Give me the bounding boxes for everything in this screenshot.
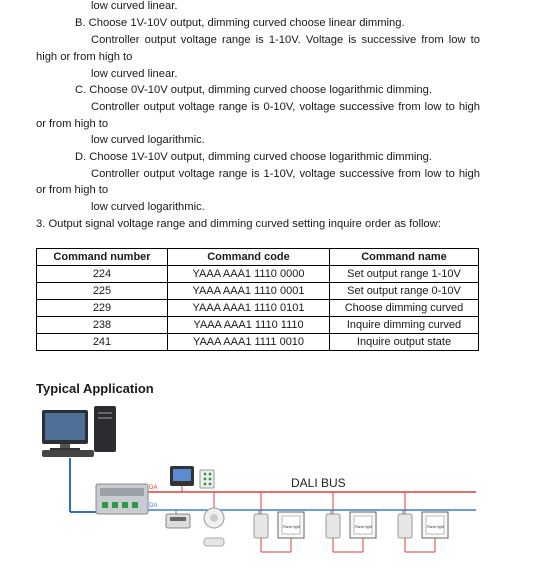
text-line: low curved logarithmic. bbox=[91, 201, 205, 213]
panel-light-group-3 bbox=[398, 492, 448, 552]
panel-light-label: Panel light bbox=[355, 525, 372, 529]
table-cell: Set output range 1-10V bbox=[330, 266, 479, 283]
dimmer-module-icon bbox=[166, 510, 190, 528]
text-line: Controller output voltage range is 1-10V, voltage successive from low to high bbox=[91, 168, 480, 180]
command-table bbox=[36, 248, 479, 351]
column-header: Command code bbox=[168, 249, 330, 266]
text-line: or from high to bbox=[36, 184, 109, 196]
table-cell: 238 bbox=[37, 317, 168, 334]
table-row bbox=[37, 283, 479, 300]
table-cell: YAAA AAA1 1110 0000 bbox=[168, 266, 330, 283]
bus-label: DALI BUS bbox=[291, 476, 346, 490]
panel-light-label: Panel light bbox=[427, 525, 444, 529]
table-row bbox=[37, 317, 479, 334]
table-row bbox=[37, 266, 479, 283]
table-cell: 224 bbox=[37, 266, 168, 283]
text-line: low curved linear. bbox=[91, 68, 178, 80]
table-cell: Choose dimming curved bbox=[330, 300, 479, 317]
table-cell: YAAA AAA1 1110 0101 bbox=[168, 300, 330, 317]
da-label-bottom: DA bbox=[149, 503, 158, 509]
table-cell: YAAA AAA1 1111 0010 bbox=[168, 334, 330, 351]
table-cell: 225 bbox=[37, 283, 168, 300]
table-cell: 229 bbox=[37, 300, 168, 317]
text-line: Controller output voltage range is 0-10V, voltage successive from low to high bbox=[91, 101, 480, 113]
panel-light-label: Panel light bbox=[283, 525, 300, 529]
text-line: C. Choose 0V-10V output, dimming curved choose logarithmic dimming. bbox=[75, 84, 432, 96]
text-line: low curved linear. bbox=[91, 0, 178, 12]
text-line: high or from high to bbox=[36, 51, 133, 63]
table-cell: YAAA AAA1 1110 1110 bbox=[168, 317, 330, 334]
sensor-icon bbox=[204, 492, 224, 546]
table-cell: YAAA AAA1 1110 0001 bbox=[168, 283, 330, 300]
application-diagram bbox=[36, 402, 496, 570]
text-line: 3. Output signal voltage range and dimming curved setting inquire order as follow: bbox=[36, 218, 441, 230]
table-row bbox=[37, 334, 479, 351]
dali-controller-icon bbox=[96, 484, 148, 514]
da-label-top: DA bbox=[149, 485, 158, 491]
panel-light-group-2 bbox=[326, 492, 376, 552]
table-cell: Set output range 0-10V bbox=[330, 283, 479, 300]
keypad-icon bbox=[200, 470, 214, 488]
table-row bbox=[37, 300, 479, 317]
table-cell: Inquire output state bbox=[330, 334, 479, 351]
text-line: low curved logarithmic. bbox=[91, 134, 205, 146]
table-cell: 241 bbox=[37, 334, 168, 351]
touch-panel-icon bbox=[170, 466, 194, 492]
table-cell: Inquire dimming curved bbox=[330, 317, 479, 334]
computer-icon bbox=[42, 406, 116, 457]
text-line: Controller output voltage range is 1-10V. Voltage is successive from low to bbox=[91, 34, 480, 46]
text-line: B. Choose 1V-10V output, dimming curved choose linear dimming. bbox=[75, 17, 405, 29]
column-header: Command name bbox=[330, 249, 479, 266]
panel-light-group-1 bbox=[254, 492, 304, 552]
text-line: or from high to bbox=[36, 118, 109, 130]
section-heading: Typical Application bbox=[36, 381, 154, 396]
table-header-row bbox=[37, 249, 479, 266]
text-line: D. Choose 1V-10V output, dimming curved choose logarithmic dimming. bbox=[75, 151, 432, 163]
column-header: Command number bbox=[37, 249, 168, 266]
